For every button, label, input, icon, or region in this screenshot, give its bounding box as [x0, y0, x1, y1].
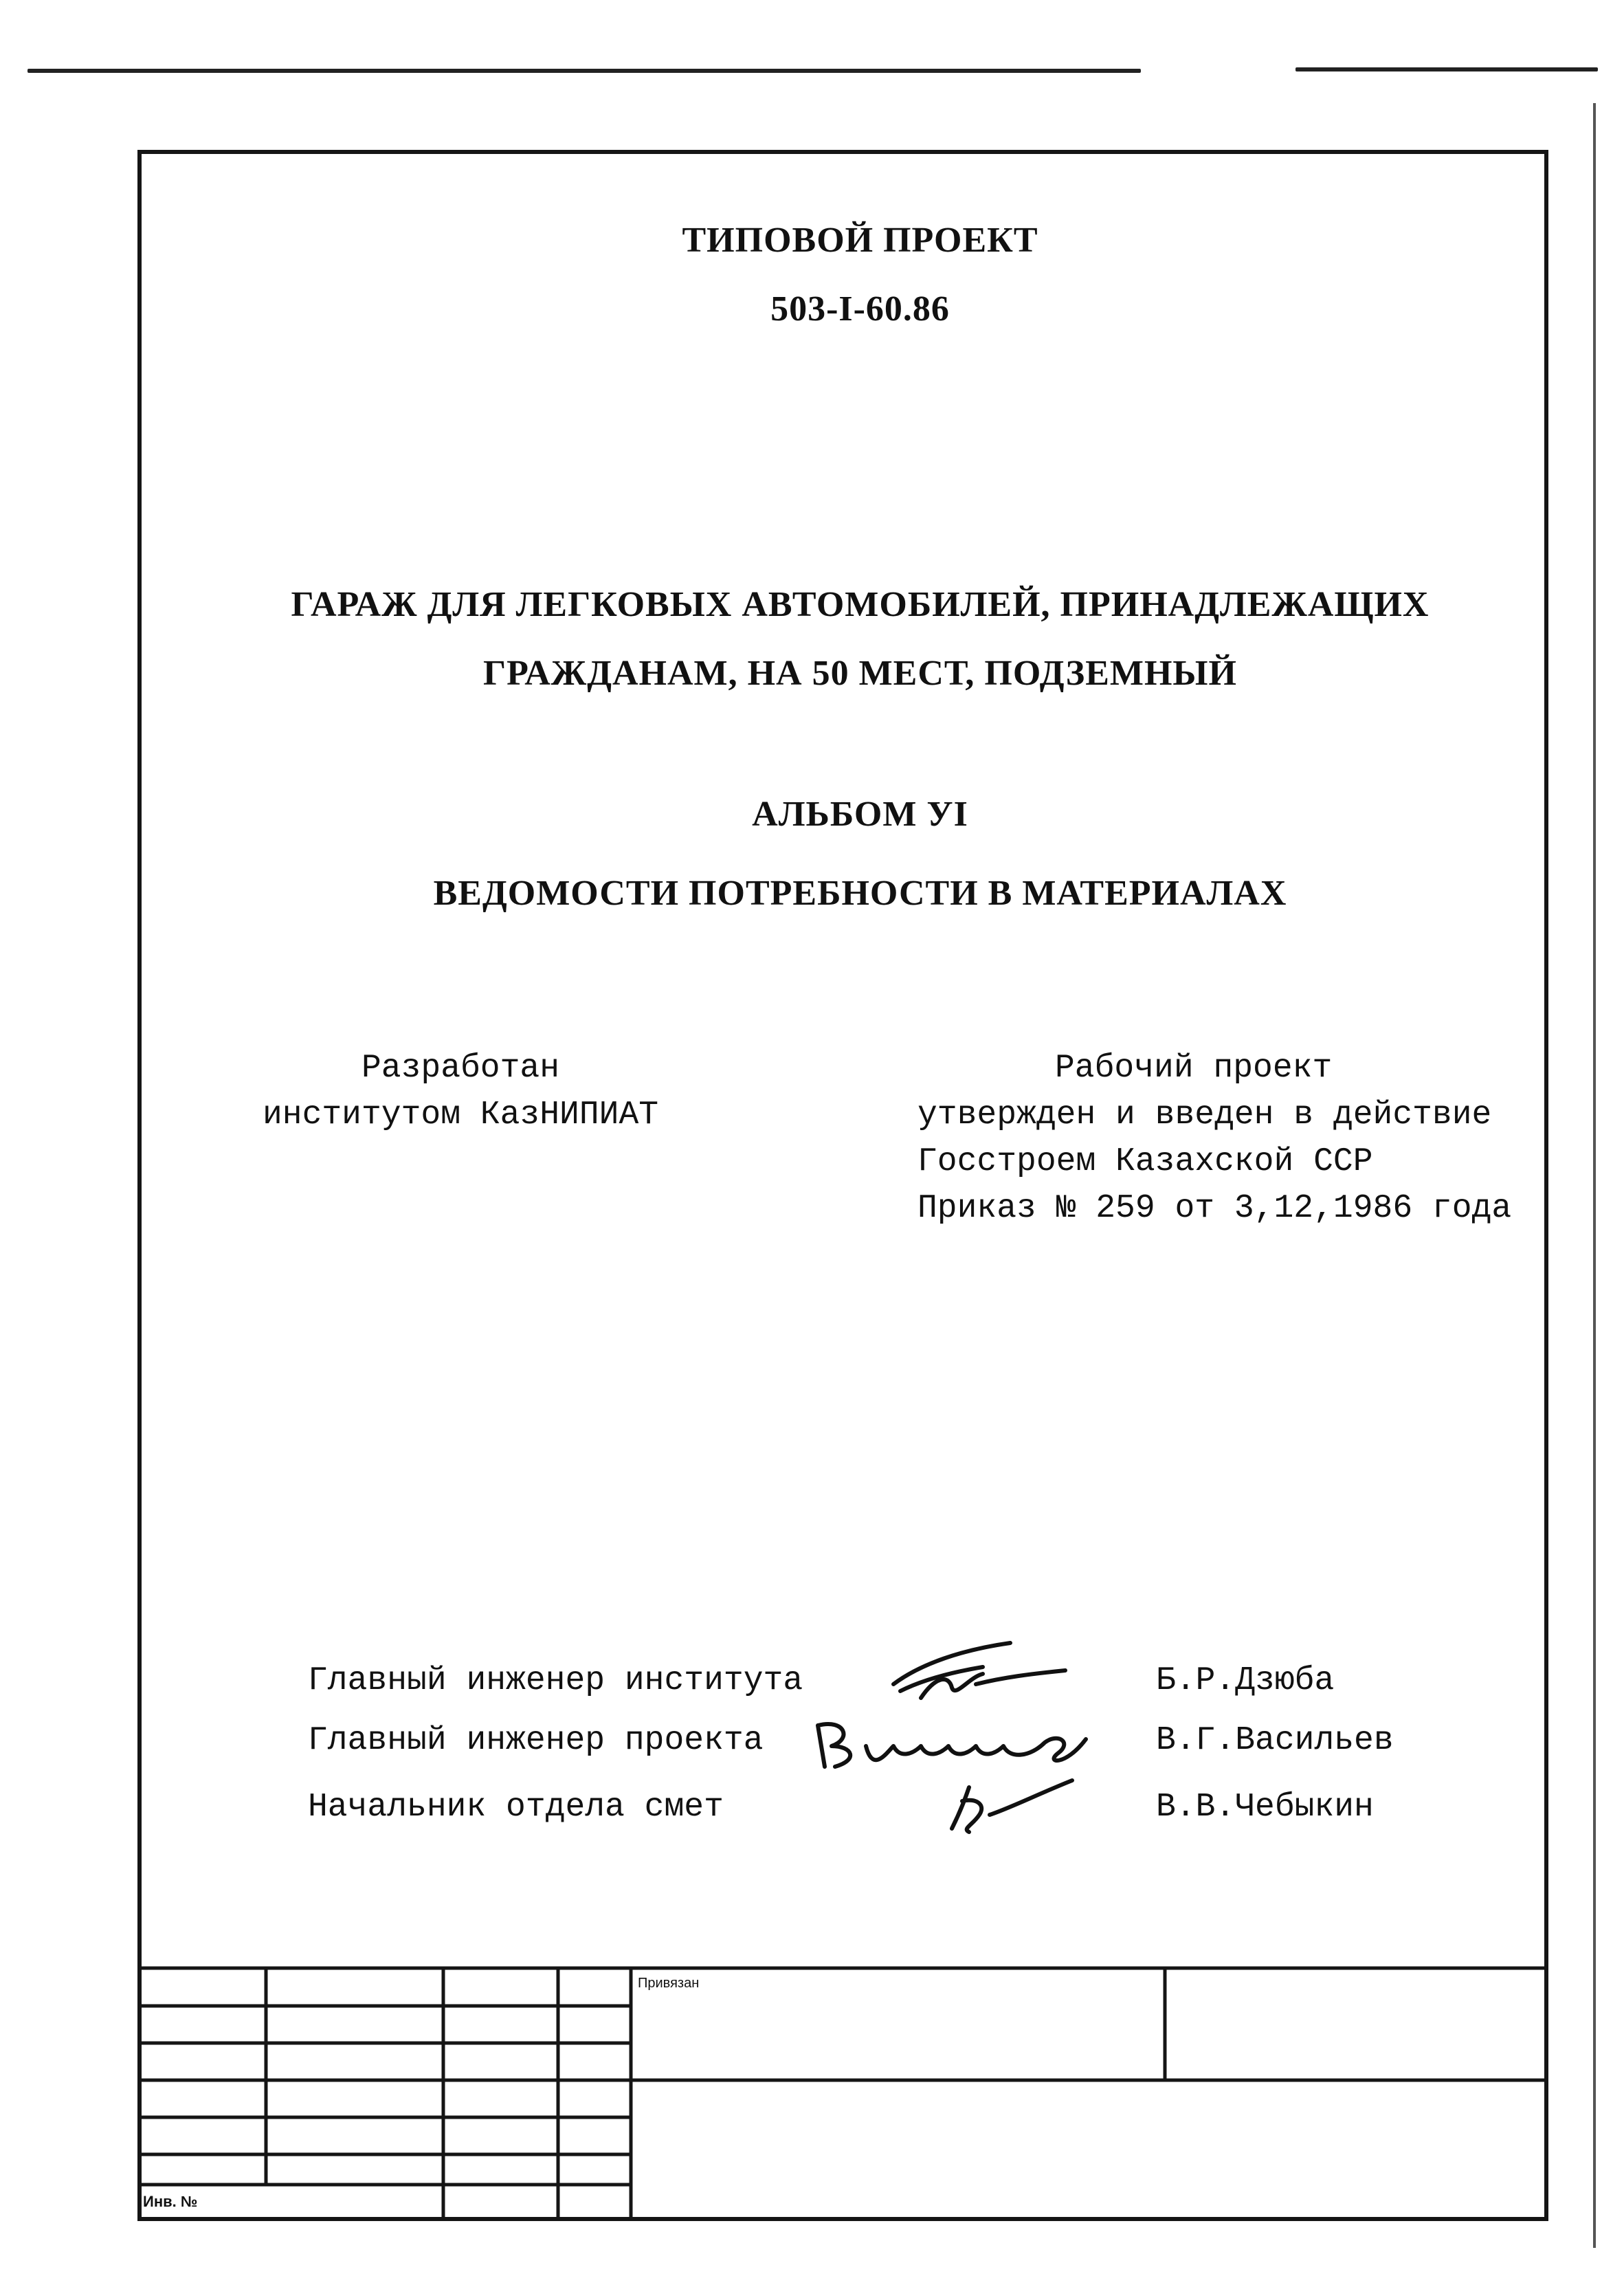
- album-label: АЛЬБОМ УI: [752, 795, 968, 834]
- stamp-grid: [137, 1966, 1548, 2221]
- signatory-name-3: В.В.Чебыкин: [1156, 1789, 1374, 1826]
- signatory-name-2: В.Г.Васильев: [1156, 1722, 1394, 1759]
- title-line-2: ГРАЖДАНАМ, НА 50 МЕСТ, ПОДЗЕМНЫЙ: [483, 654, 1237, 693]
- signatures-svg: [804, 1636, 1148, 1842]
- right-edge-line: [1593, 103, 1596, 2248]
- title-block-stamp: [137, 1966, 1548, 2221]
- developed-by-block: [241, 1045, 680, 1138]
- signatory-role-3: Начальник отдела смет: [308, 1789, 724, 1826]
- top-rule-left: [27, 69, 1141, 73]
- approval-line-1: Рабочий проект: [1055, 1050, 1333, 1087]
- approval-line-4: Приказ № 259 от 3,12,1986 года: [917, 1190, 1512, 1227]
- signatory-role-1: Главный инженер института: [308, 1662, 803, 1699]
- signatory-role-2: Главный инженер проекта: [308, 1722, 764, 1759]
- handwritten-signatures: [804, 1636, 1148, 1842]
- signatory-name-1: Б.Р.Дзюба: [1156, 1662, 1335, 1699]
- album-subtitle: ВЕДОМОСТИ ПОТРЕБНОСТИ В МАТЕРИАЛАХ: [433, 874, 1287, 913]
- signature-1: [893, 1643, 1065, 1698]
- approval-line-2: утвержден и введен в действие: [917, 1096, 1492, 1134]
- developed-line-2: институтом КазНИПИАТ: [262, 1096, 659, 1134]
- signature-3: [952, 1780, 1072, 1832]
- typical-project-heading: ТИПОВОЙ ПРОЕКТ: [682, 221, 1038, 260]
- top-rule-right: [1295, 67, 1598, 71]
- signature-2: [818, 1724, 1086, 1767]
- approval-line-3: Госстроем Казахской ССР: [917, 1143, 1373, 1180]
- title-line-1: ГАРАЖ ДЛЯ ЛЕГКОВЫХ АВТОМОБИЛЕЙ, ПРИНАДЛЕЖАЩИХ: [291, 585, 1430, 624]
- approval-block: [917, 1045, 1536, 1232]
- project-number: 503-I-60.86: [770, 289, 950, 329]
- developed-line-1: Разработан: [361, 1050, 560, 1087]
- stamp-accepted-label: Привязан: [638, 1976, 700, 1991]
- stamp-inventory-label: Инв. №: [143, 2193, 198, 2210]
